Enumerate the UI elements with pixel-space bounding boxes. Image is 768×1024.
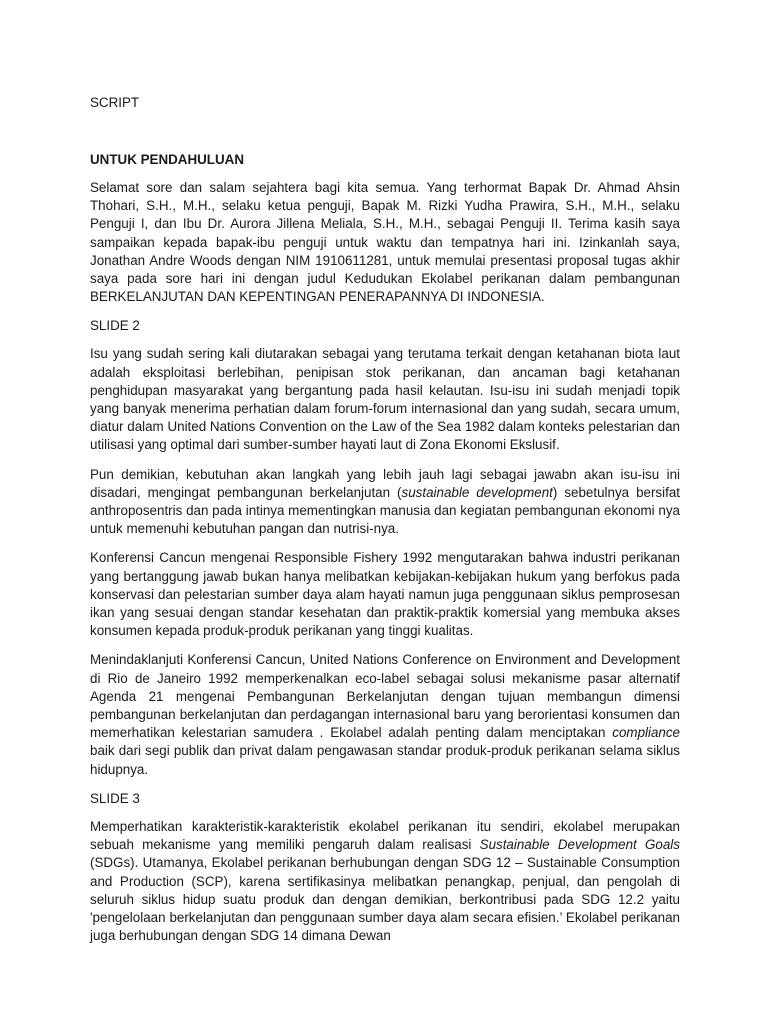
text-run: (SDGs). Utamanya, Ekolabel perikanan berhubungan dengan SDG 12 – Sustainable Consumption and Production (SCP), karena sertifikasinya melibatkan penangkap, penjual, dan pengolah di seluruh siklus hidup suatu produk dan dengan demikian, berkontribusi pada SDG 12.2 yaitu 'pengelolaan berkelanjutan dan penggunaan sumber daya alam secara efisien.’ Ekolabel perikanan juga berhubungan dengan SDG 14 dimana Dewan	[90, 855, 680, 944]
text-run: baik dari segi publik dan privat dalam pengawasan standar produk-produk perikanan selama siklus hidupnya.	[90, 743, 680, 777]
text-run: ) sebetulnya bersifat anthroposentris dan pada intinya mementingkan manusia dan kegiatan pembangunan ekonomi nya untuk memenuhi kebutuhan pangan dan nutrisi-nya.	[90, 484, 680, 537]
text-run: Menindaklanjuti Konferensi Cancun, United Nations Conference on Environment and Development di Rio de Janeiro 1992 memperkenalkan eco-label sebagai solusi mekanisme pasar alternatif Agenda 21 mengenai Pembangunan Berkelanjutan dengan tujuan membangun dimensi pembangunan berkelanjutan dan perdagangan internasional baru yang berorientasi konsumen dan memerhatikan kelestarian samudera . Ekolabel adalah penting dalam menciptakan	[90, 652, 680, 741]
paragraph-slide2-2	[90, 466, 680, 539]
paragraph-slide2-3	[90, 549, 680, 640]
paragraph-slide3-1	[90, 818, 680, 945]
text-run: Selamat sore dan salam sejahtera bagi kita semua. Yang terhormat Bapak Dr. Ahmad Ahsin Thohari, S.H., M.H., selaku ketua penguji, Bapak M. Rizki Yudha Prawira, S.H., M.H., selaku Penguji I, dan Ibu Dr. Aurora Jillena Meliala, S.H., M.H., sebagai Penguji II. Terima kasih saya sampaikan kepada bapak-ibu penguji untuk waktu dan tempatnya hari ini. Izinkanlah saya, Jonathan Andre Woods dengan NIM 1910611281, untuk memulai presentasi proposal tugas akhir saya pada sore hari ini dengan judul Kedudukan Ekolabel perikanan dalam pembangunan BERKELANJUTAN DAN KEPENTINGAN PENERAPANNYA DI INDONESIA.	[90, 180, 680, 305]
text-run: Isu yang sudah sering kali diutarakan sebagai yang terutama terkait dengan ketahanan biota laut adalah eksploitasi berlebihan, penipisan stok perikanan, dan ancaman bagi ketahanan penghidupan masyarakat yang bergantung pada hasil kelautan. Isu-isu ini sudah menjadi topik yang banyak menerima perhatian dalam forum-forum internasional dan yang sudah, secara umum, diatur dalam United Nations Convention on the Law of the Sea 1982 dalam konteks pelestarian dan utilisasi yang optimal dari sumber-sumber hayati laut di Zona Ekonomi Ekslusif.	[90, 346, 680, 453]
slide-3-label: SLIDE 3	[90, 790, 140, 806]
italic-text-run: compliance	[612, 725, 680, 741]
document-title: SCRIPT	[90, 95, 140, 110]
paragraph-pendahuluan	[90, 179, 680, 306]
italic-text-run: Sustainable Development Goals	[479, 837, 680, 853]
text-run: Konferensi Cancun mengenai Responsible Fishery 1992 mengutarakan bahwa industri perikanan yang bertanggung jawab bukan hanya melibatkan kebijakan-kebijakan hukum yang berfokus pada konservasi dan pelestarian sumber daya alam hayati namun juga penggunaan siklus pemprosesan ikan yang sesuai dengan standar kesehatan dan praktik-praktik komersial yang membuka akses konsumen kepada produk-produk perikanan yang tinggi kualitas.	[90, 550, 680, 639]
section-heading-pendahuluan: UNTUK PENDAHULUAN	[90, 152, 244, 167]
text-run: Pun demikian, kebutuhan akan langkah yang lebih jauh lagi sebagai jawabn akan isu-isu ini disadari, mengingat pembangunan berkelanjutan (	[90, 466, 680, 500]
text-run: Memperhatikan karakteristik-karakteristik ekolabel perikanan itu sendiri, ekolabel merupakan sebuah mekanisme yang memiliki pengaruh dalam realisasi	[90, 818, 680, 853]
slide-2-label: SLIDE 2	[90, 318, 140, 334]
paragraph-slide2-4	[90, 651, 680, 778]
italic-text-run: sustainable development	[401, 484, 553, 500]
paragraph-slide2-1	[90, 345, 680, 454]
